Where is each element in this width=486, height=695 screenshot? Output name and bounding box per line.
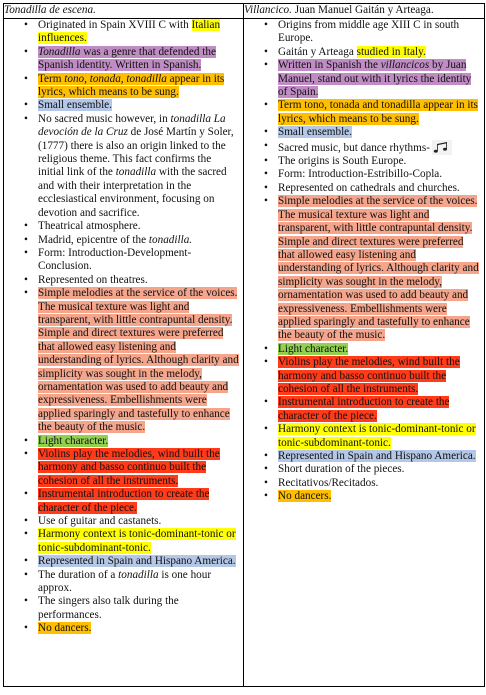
header-row [4,4,485,19]
list-item: • Simple melodies at the service of the voices. The musical texture was light and transparent, with little contrapuntal density. Simple and direct textures were preferred that allowed easy listening and understanding of lyrics. Although clarity and simplicity was sought in the melody, ornamentation was used to add beauty and expressiveness. Embellishments were applied sparingly and tastefully to enhance the beauty of the music. [264,195,479,342]
list-item: • Light character. [264,342,349,355]
villancico-header [244,4,485,19]
comparison-table [3,3,485,687]
list-item: • Harmony context is tonic-dominant-tonic or tonic-subdominant-tonic. [264,423,476,449]
list-item: • Origins from middle age XIII C in south Europe. [264,19,460,45]
highlight-green: Light character. [278,342,349,355]
list-item: • No dancers. [24,622,92,635]
highlight-blue: Small ensemble. [278,126,352,139]
list-item: • Instrumental introduction to create the character of the piece. [264,396,450,422]
list-item: • The duration of a tonadilla is one hour approx. [24,568,212,595]
list-item: • Represented on theatres. [24,273,148,286]
list-item: • Tonadilla was a genre that defended the Spanish identity. Written in Spanish. [24,45,216,72]
tonadilla-list [4,19,243,636]
highlight-orange: Term tono, tonada, tonadilla appear in its lyrics, which means to be sung. [38,72,225,99]
villancico-author: Juan Manuel Gaitán y Arteaga. [291,4,434,16]
tonadilla-column [4,19,244,687]
list-item: • Term tono, tonada, tonadilla appear in its lyrics, which means to be sung. [24,72,225,99]
list-item: • Represented in Spain and Hispano America. [24,555,236,568]
list-item: • Theatrical atmosphere. [24,220,141,233]
list-item: • No dancers. [264,490,332,503]
highlight-green: Light character. [38,434,109,447]
list-item: • Madrid, epicentre of the tonadilla. [24,233,193,246]
list-item: • Form: Introduction-Estribillo-Copla. [264,168,443,181]
highlight-orange: No dancers. [278,490,332,503]
highlight-red: Violins play the melodies, wind built the harmony and basso continuo built the cohesion of all the instruments. [38,448,220,487]
highlight-salmon: Simple melodies at the service of the voices. The musical texture was light and transparent, with little contrapuntal density. Simple and direct textures were preferred that allowed easy listening and understanding of lyrics. Although clarity and simplicity was sought in the melody, ornamentation was used to add beauty and expressiveness. Embellishments were applied sparingly and tastefully to enhance the beauty of the music. [38,287,239,434]
list-item: • Instrumental introduction to create the character of the piece. [24,488,210,514]
highlight-blue: Represented in Spain and Hispano America. [38,555,236,568]
list-item: • The origins is South Europe. [264,155,407,168]
highlight-yellow: Harmony context is tonic-dominant-tonic or tonic-subdominant-tonic. [278,423,476,449]
list-item: • Violins play the melodies, wind built the harmony and basso continuo built the cohesion of all the instruments. [24,448,220,487]
list-item: • The singers also talk during the performances. [24,595,179,621]
list-item: • Term tono, tonada and tonadilla appear in its lyrics, which means to be sung. [264,99,478,125]
villancico-list [244,19,484,504]
highlight-orange: No dancers. [38,622,92,635]
list-item: • Form: Introduction-Development-Conclusion. [24,246,192,273]
highlight-purple: Written in Spanish the villancicos by Juan Manuel, stand out with it lyrics the identity of Spain. [278,59,472,99]
highlight-yellow: Italian influences. [38,19,221,45]
list-item: • Use of guitar and castanets. [24,515,162,528]
list-item: • Represented on cathedrals and churches. [264,181,460,194]
list-item: • Written in Spanish the villancicos by Juan Manuel, stand out with it lyrics the identity of Spain. [264,59,472,99]
highlight-purple: Tonadilla was a genre that defended the Spanish identity. Written in Spanish. [38,45,216,72]
list-item: • Gaitán y Arteaga studied in Italy. [264,45,426,58]
list-item: • Recitativos/Recitados. [264,476,379,489]
list-item: • Light character. [24,434,109,447]
highlight-red: Violins play the melodies, wind built the harmony and basso continuo built the cohesion of all the instruments. [278,356,460,395]
list-item: • Simple melodies at the service of the voices. The musical texture was light and transparent, with little contrapuntal density. Simple and direct textures were preferred that allowed easy listening and understanding of lyrics. Although clarity and simplicity was sought in the melody, ornamentation was used to add beauty and expressiveness. Embellishments were applied sparingly and tastefully to enhance the beauty of the music. [24,287,239,434]
highlight-yellow: Harmony context is tonic-dominant-tonic or tonic-subdominant-tonic. [38,528,236,554]
tonadilla-header [4,4,244,19]
list-item: • Short duration of the pieces. [264,463,405,476]
list-item: • Originated in Spain XVIII C with Italian influences. [24,19,221,45]
highlight-orange: Term tono, tonada and tonadilla appear in its lyrics, which means to be sung. [278,99,478,125]
list-item: • Sacred music, but dance rhythms- [244,140,484,155]
highlight-blue: Represented in Spain and Hispano America. [278,450,476,462]
highlight-red: Instrumental introduction to create the character of the piece. [38,488,210,514]
villancico-title: Villancico. [244,4,292,16]
tonadilla-title: Tonadilla de escena. [4,4,96,16]
list-item: • Represented in Spain and Hispano America. [264,450,476,462]
highlight-salmon: Simple melodies at the service of the voices. The musical texture was light and transparent, with little contrapuntal density. Simple and direct textures were preferred that allowed easy listening and understanding of lyrics. Although clarity and simplicity was sought in the melody, ornamentation was used to add beauty and expressiveness. Embellishments were applied sparingly and tastefully to enhance the beauty of the music. [278,195,479,342]
list-item: • Small ensemble. [264,126,352,139]
content-row [4,19,485,687]
list-item: • Small ensemble. [24,99,112,112]
highlight-blue: Small ensemble. [38,99,112,112]
list-item: • Harmony context is tonic-dominant-tonic or tonic-subdominant-tonic. [24,528,236,554]
highlight-red: Instrumental introduction to create the character of the piece. [278,396,450,422]
highlight-yellow: studied in Italy. [356,45,426,58]
villancico-column [244,19,485,687]
music-notes-icon [432,140,452,155]
list-item: • Violins play the melodies, wind built the harmony and basso continuo built the cohesion of all the instruments. [264,356,460,395]
list-item: • No sacred music however, in tonadilla La devoción de la Cruz de José Martín y Soler, (1777) there is also an origin linked to the religious theme. This fact confirms the initial link of the tonadilla with the sacred and with their interpretation in the ecclesiastical environment, focusing on devotion and sacrifice. [24,112,234,219]
